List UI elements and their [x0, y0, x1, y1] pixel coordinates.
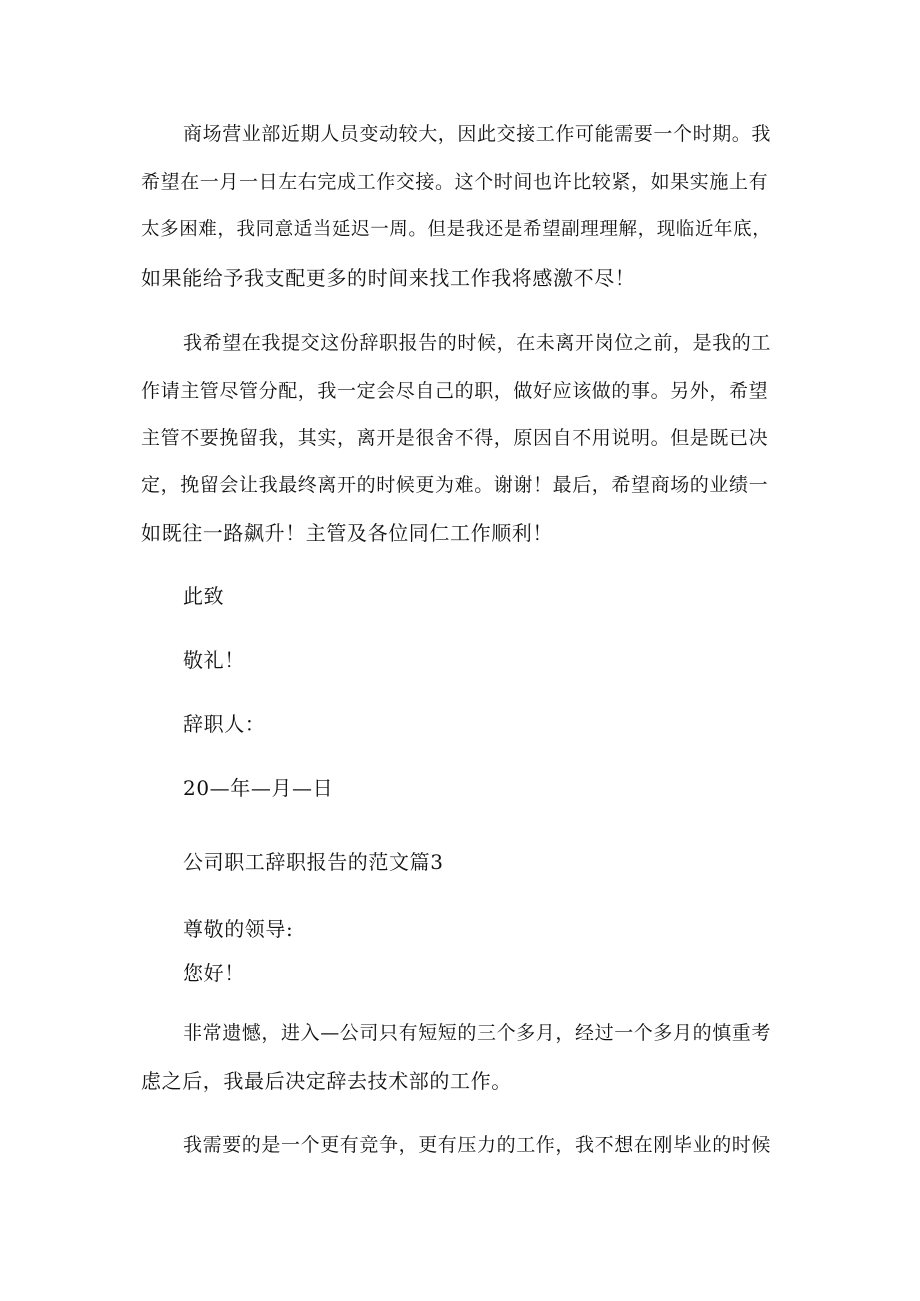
paragraph-2-line-2: 作请主管尽管分配，我一定会尽自己的职，做好应该做的事。另外，希望 — [141, 380, 769, 402]
section-title: 公司职工辞职报告的范文篇3 — [183, 850, 444, 874]
signer-label: 辞职人： — [183, 712, 266, 736]
date-line: 20—年—月—日 — [183, 776, 334, 800]
paragraph-3-line-1: 非常遗憾，进入—公司只有短短的三个多月，经过一个多月的慎重考 — [183, 1022, 772, 1044]
paragraph-1-line-3: 太多困难，我同意适当延迟一周。但是我还是希望副理理解，现临近年底， — [141, 219, 772, 240]
paragraph-3-line-2: 虑之后，我最后决定辞去技术部的工作。 — [141, 1069, 512, 1093]
paragraph-1-line-1: 商场营业部近期人员变动较大，因此交接工作可能需要一个时期。我 — [183, 123, 772, 145]
salutation: 尊敬的领导: — [183, 917, 294, 941]
paragraph-4-line-1: 我需要的是一个更有竞争，更有压力的工作，我不想在刚毕业的时候 — [183, 1134, 772, 1156]
closing-ci-zhi: 此致 — [183, 584, 225, 608]
paragraph-2-line-4: 定，挽留会让我最终离开的时候更为难。谢谢！最后，希望商场的业绩一 — [141, 474, 769, 496]
paragraph-2-line-3: 主管不要挽留我，其实，离开是很舍不得，原因自不用说明。但是既已决 — [141, 427, 769, 449]
paragraph-1-line-4: 如果能给予我支配更多的时间来找工作我将感激不尽！ — [141, 266, 636, 290]
closing-jing-li: 敬礼！ — [183, 648, 245, 672]
paragraph-2-line-5: 如既往一路飙升！主管及各位同仁工作顺利！ — [141, 521, 553, 545]
greeting: 您好！ — [183, 961, 245, 985]
paragraph-2-line-1: 我希望在我提交这份辞职报告的时候，在未离开岗位之前，是我的工 — [183, 332, 772, 354]
paragraph-1-line-2: 希望在一月一日左右完成工作交接。这个时间也许比较紧，如果实施上有 — [141, 171, 769, 193]
